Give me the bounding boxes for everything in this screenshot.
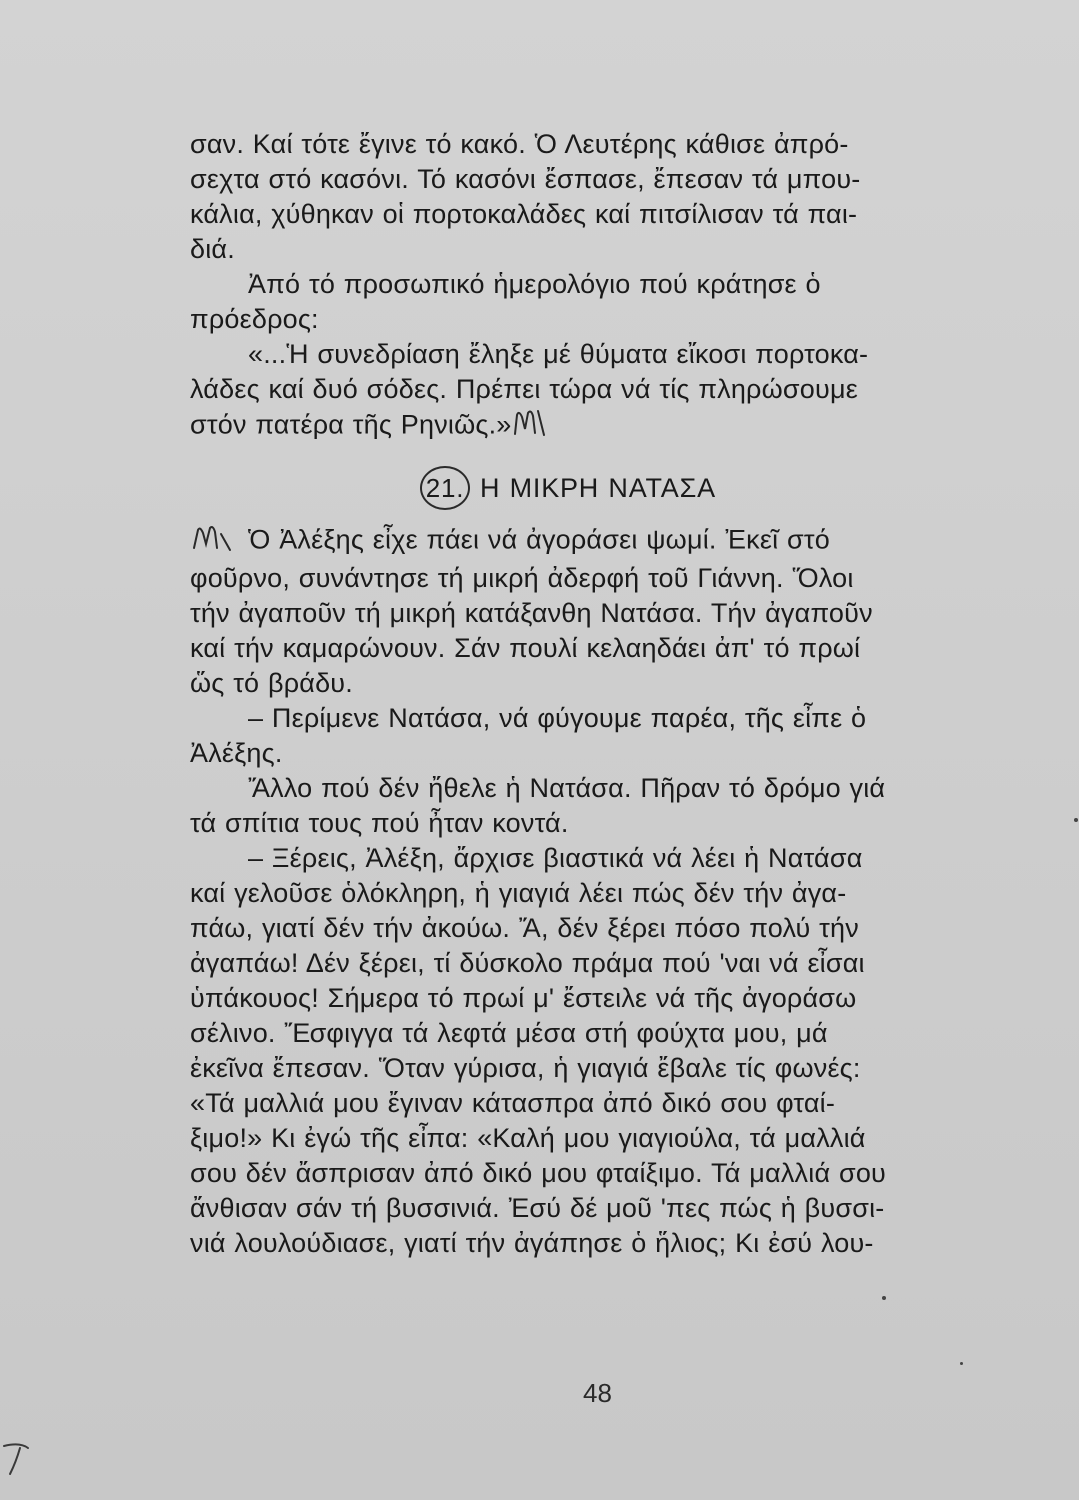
text-line: «Τά μαλλιά μου ἔγιναν κάτασπρα ἀπό δικό σου φταί- [190,1088,836,1118]
text-line: Ἄλλο πού δέν ἤθελε ἡ Νατάσα. Πῆραν τό δρόμο γιά [248,773,886,803]
text-line: πρόεδρος: [190,304,319,334]
page-speck [882,1296,886,1300]
paragraph-4 [190,522,1005,701]
paragraph-6 [190,771,1005,841]
text-line: ἄνθισαν σάν τή βυσσινιά. Ἐσύ δέ μοῦ 'πες πώς ἡ βυσσι- [190,1193,885,1223]
text-line: ἀγαπάω! Δέν ξέρει, τί δύσκολο πράμα πού 'ναι νά εἶσαι [190,948,865,978]
text-line: σαν. Καί τότε ἔγινε τό κακό. Ὁ Λευτέρης κάθισε ἀπρό- [190,129,849,159]
text-line: λάδες καί δυό σόδες. Πρέπει τώρα νά τίς πληρώσουμε [190,374,858,404]
chapter-number: 21. [420,466,470,510]
paragraph-2 [190,267,1005,337]
text-line-content: στόν πατέρα τῆς Ρηνιῶς.» [190,409,512,440]
page-number: 48 [583,1378,612,1408]
text-line: τά σπίτια τους πού ἦταν κοντά. [190,808,569,838]
text-line: σου δέν ἄσπρισαν ἀπό δικό μου φταίξιμο. Τά μαλλιά σου [190,1158,887,1188]
text-line [190,407,1005,446]
text-line [190,522,1005,561]
paragraph-1 [190,127,1005,267]
paragraph-5 [190,701,1005,771]
handwritten-m-mark-icon [512,407,550,446]
text-line: ὥς τό βράδυ. [190,668,353,698]
text-line: – Ξέρεις, Ἀλέξη, ἄρχισε βιαστικά νά λέει ἡ Νατάσα [248,843,863,873]
text-line-content: Ὁ Ἀλέξης εἶχε πάει νά ἀγοράσει ψωμί. Ἐκεῖ στό [248,524,830,555]
paragraph-3 [190,337,1005,446]
text-line: νιά λουλούδιασε, γιατί τήν ἀγάπησε ὁ ἥλιος; Κι ἐσύ λου- [190,1228,874,1258]
text-line: καί γελοῦσε ὁλόκληρη, ἡ γιαγιά λέει πώς δέν τήν ἀγα- [190,878,847,908]
text-line: ὑπάκουος! Σήμερα τό πρωί μ' ἔστειλε νά τῆς ἀγοράσω [190,983,857,1013]
handwritten-m-mark-icon [190,522,248,561]
paragraph-7 [190,841,1005,1261]
text-line: διά. [190,234,235,264]
text-line: πάω, γιατί δέν τήν ἀκούω. Ἄ, δέν ξέρει πόσο πολύ τήν [190,913,859,943]
text-line: κάλια, χύθηκαν οἱ πορτοκαλάδες καί πιτσίλισαν τά παι- [190,199,858,229]
chapter-title: Η ΜΙΚΡΗ ΝΑΤΑΣΑ [480,472,716,503]
text-line: σεχτα στό κασόνι. Τό κασόνι ἔσπασε, ἔπεσαν τά μπου- [190,164,861,194]
text-line: – Περίμενε Νατάσα, νά φύγουμε παρέα, τῆς εἶπε ὁ [248,703,867,733]
text-line: φοῦρνο, συνάντησε τή μικρή ἀδερφή τοῦ Γιάννη. Ὅλοι [190,563,854,593]
pencil-stroke-icon [2,1440,32,1485]
page-text [190,127,1005,1261]
page-speck [1074,818,1078,822]
text-line: Ἀλέξης. [190,738,283,768]
text-line: ξιμο!» Κι ἐγώ τῆς εἶπα: «Καλή μου γιαγιούλα, τά μαλλιά [190,1123,866,1153]
text-line: τήν ἀγαποῦν τή μικρή κατάξανθη Νατάσα. Τήν ἀγαποῦν [190,598,873,628]
text-line: καί τήν καμαρώνουν. Σάν πουλί κελαηδάει ἀπ' τό πρωί [190,633,861,663]
text-line: ἐκεῖνα ἔπεσαν. Ὅταν γύρισα, ἡ γιαγιά ἔβαλε τίς φωνές: [190,1053,861,1083]
text-line: σέλινο. Ἔσφιγγα τά λεφτά μέσα στή φούχτα μου, μά [190,1018,828,1048]
chapter-heading [190,466,1005,510]
text-line: Ἀπό τό προσωπικό ἡμερολόγιο πού κράτησε ὁ [248,269,821,299]
text-line: «...Ἡ συνεδρίαση ἔληξε μέ θύματα εἴκοσι πορτοκα- [248,339,869,369]
page-speck [960,1362,963,1365]
